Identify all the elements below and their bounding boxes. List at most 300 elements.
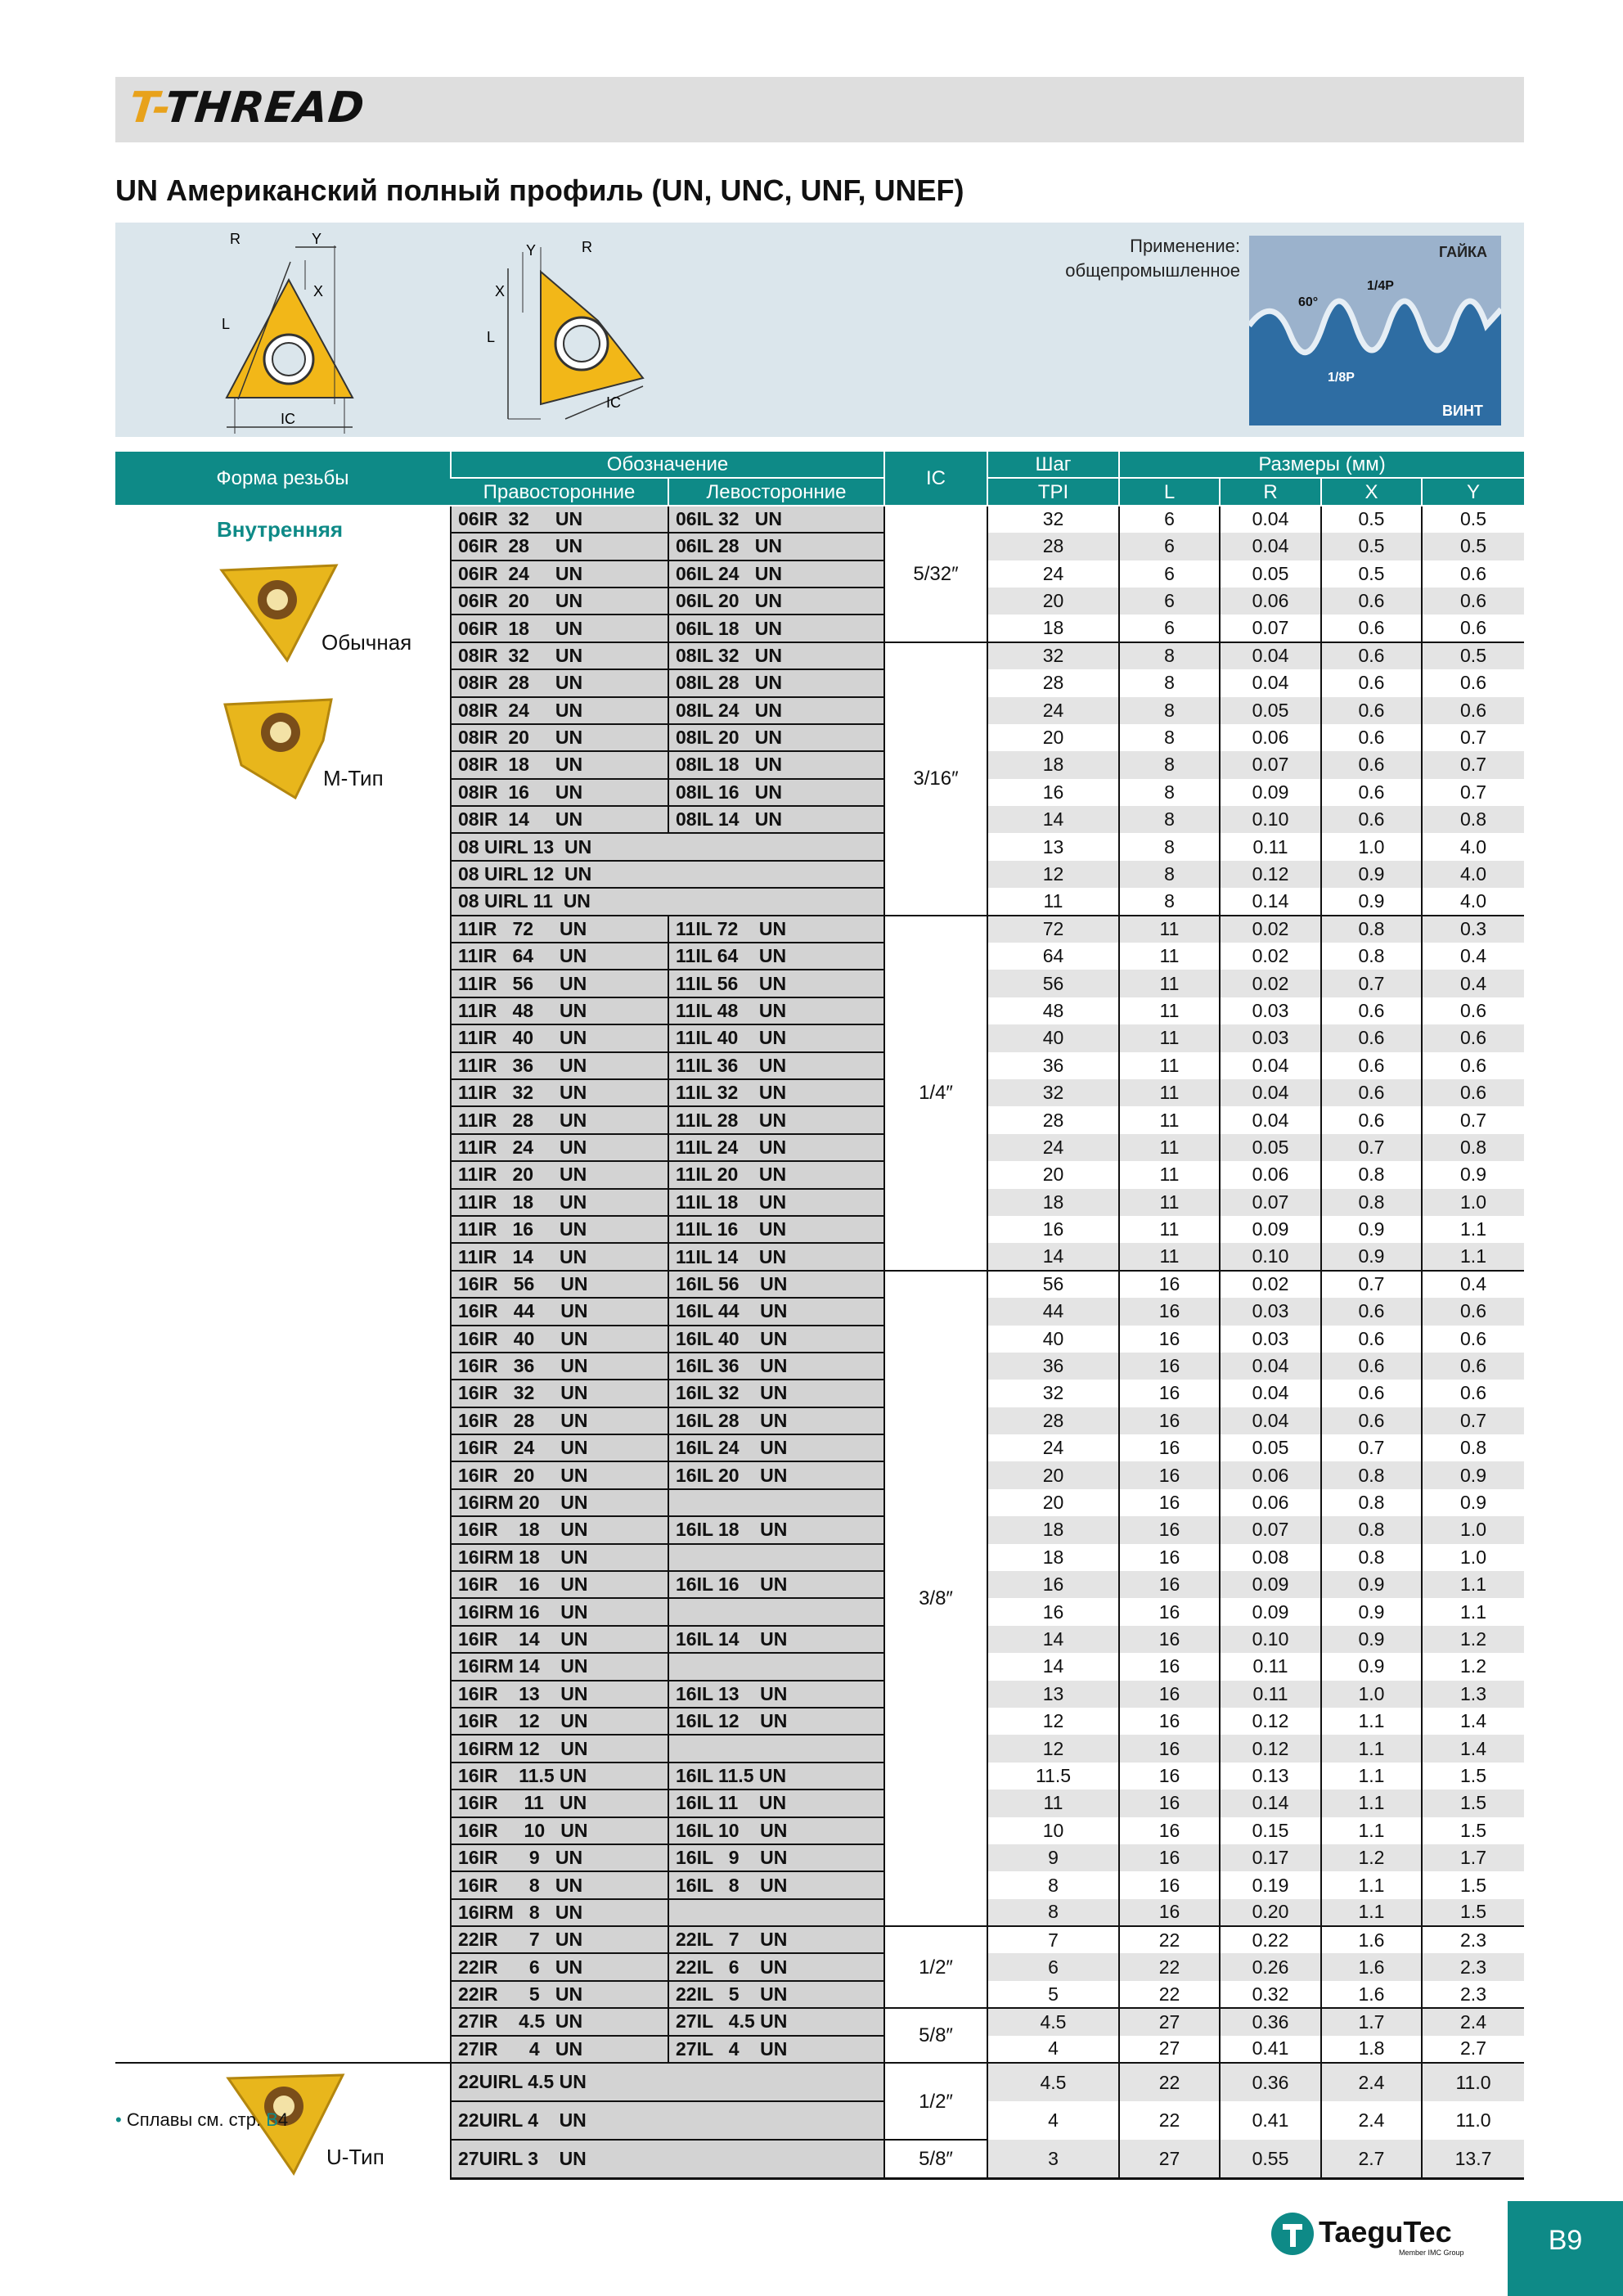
l-cell: 16 [1119,1544,1220,1571]
right-hand-designation: 22IR 6 UN [451,1953,668,1980]
y-cell: 0.9 [1422,1489,1524,1516]
r-cell: 0.06 [1220,1161,1321,1188]
svg-text:60°: 60° [1298,295,1319,309]
r-cell: 0.08 [1220,1544,1321,1571]
l-cell: 8 [1119,669,1220,696]
x-cell: 0.5 [1321,533,1422,560]
r-cell: 0.11 [1220,1681,1321,1708]
right-hand-designation: 16IR 12 UN [451,1708,668,1735]
tpi-cell: 32 [987,1079,1119,1106]
r-cell: 0.11 [1220,1653,1321,1680]
l-cell: 8 [1119,642,1220,669]
left-hand-designation [668,1735,884,1762]
x-cell: 0.8 [1321,1189,1422,1216]
left-hand-designation: 11IL 36 UN [668,1052,884,1079]
tpi-cell: 72 [987,916,1119,943]
x-cell: 1.7 [1321,2008,1422,2035]
right-hand-designation: 11IR 24 UN [451,1134,668,1161]
y-cell: 2.3 [1422,1981,1524,2008]
ic-size-cell: 3/16″ [884,642,987,916]
r-cell: 0.04 [1220,506,1321,533]
l-cell: 16 [1119,1708,1220,1735]
x-cell: 0.9 [1321,888,1422,915]
col-y: Y [1422,478,1524,505]
left-hand-designation: 27IL 4.5 UN [668,2008,884,2035]
left-hand-designation: 22IL 6 UN [668,1953,884,1980]
l-cell: 11 [1119,1243,1220,1270]
svg-text:ВИНТ: ВИНТ [1442,403,1483,419]
r-cell: 0.06 [1220,1489,1321,1516]
tpi-cell: 4.5 [987,2008,1119,2035]
left-hand-designation: 16IL 44 UN [668,1298,884,1325]
tpi-cell: 4 [987,2036,1119,2063]
x-cell: 2.4 [1321,2101,1422,2140]
l-cell: 8 [1119,861,1220,888]
y-cell: 0.6 [1422,1024,1524,1051]
left-hand-designation: 06IL 24 UN [668,560,884,588]
right-hand-designation: 11IR 16 UN [451,1216,668,1243]
l-cell: 16 [1119,1653,1220,1680]
tpi-cell: 12 [987,1708,1119,1735]
y-cell: 0.6 [1422,1079,1524,1106]
tpi-cell: 11 [987,888,1119,915]
y-cell: 0.7 [1422,751,1524,778]
r-cell: 0.03 [1220,997,1321,1024]
col-x: X [1321,478,1422,505]
l-cell: 11 [1119,1189,1220,1216]
right-hand-designation: 06IR 18 UN [451,615,668,642]
l-cell: 16 [1119,1817,1220,1844]
r-cell: 0.09 [1220,1598,1321,1625]
l-cell: 11 [1119,1079,1220,1106]
left-hand-designation [668,1544,884,1571]
x-cell: 0.9 [1321,861,1422,888]
l-cell: 16 [1119,1434,1220,1461]
col-designation: Обозначение [451,452,884,478]
right-hand-designation: 16IR 44 UN [451,1298,668,1325]
y-cell: 0.5 [1422,642,1524,669]
tpi-cell: 12 [987,1735,1119,1762]
right-hand-designation: 11IR 64 UN [451,943,668,970]
y-cell: 0.7 [1422,1106,1524,1133]
l-cell: 8 [1119,833,1220,860]
l-cell: 16 [1119,1380,1220,1407]
tpi-cell: 18 [987,1189,1119,1216]
thread-profile-illustration [1249,236,1501,425]
r-cell: 0.26 [1220,1953,1321,1980]
svg-text:ГАЙКА: ГАЙКА [1439,244,1487,260]
x-cell: 0.6 [1321,1079,1422,1106]
left-hand-designation: 27IL 4 UN [668,2036,884,2063]
r-cell: 0.06 [1220,724,1321,751]
right-hand-designation: 08IR 28 UN [451,669,668,696]
tpi-cell: 4 [987,2101,1119,2140]
tpi-cell: 13 [987,1681,1119,1708]
r-cell: 0.05 [1220,1434,1321,1461]
right-hand-designation: 16IR 9 UN [451,1844,668,1871]
left-hand-designation: 16IL 16 UN [668,1571,884,1598]
tpi-cell: 14 [987,1243,1119,1270]
r-cell: 0.04 [1220,669,1321,696]
y-cell: 1.1 [1422,1216,1524,1243]
right-hand-designation: 16IR 28 UN [451,1407,668,1434]
left-hand-designation: 22IL 5 UN [668,1981,884,2008]
l-cell: 22 [1119,1953,1220,1980]
left-hand-designation: 16IL 24 UN [668,1434,884,1461]
l-cell: 16 [1119,1899,1220,1926]
right-hand-designation: 16IR 11 UN [451,1790,668,1817]
y-cell: 0.6 [1422,1326,1524,1353]
tpi-cell: 36 [987,1353,1119,1380]
left-hand-designation: 11IL 20 UN [668,1161,884,1188]
insert-u-type-label: U-Тип [326,2145,384,2170]
tpi-cell: 32 [987,1380,1119,1407]
left-hand-designation: 08IL 32 UN [668,642,884,669]
y-cell: 0.7 [1422,1407,1524,1434]
x-cell: 1.0 [1321,833,1422,860]
right-hand-designation: 08IR 16 UN [451,779,668,806]
left-hand-designation: 11IL 56 UN [668,970,884,997]
tpi-cell: 9 [987,1844,1119,1871]
insert-normal-label: Обычная [321,629,412,655]
x-cell: 0.8 [1321,1161,1422,1188]
tpi-cell: 3 [987,2140,1119,2179]
tpi-cell: 6 [987,1953,1119,1980]
r-cell: 0.10 [1220,806,1321,833]
left-hand-designation: 06IL 18 UN [668,615,884,642]
x-cell: 0.6 [1321,615,1422,642]
tpi-cell: 18 [987,1516,1119,1543]
col-r: R [1220,478,1321,505]
r-cell: 0.07 [1220,1189,1321,1216]
right-hand-designation: 11IR 36 UN [451,1052,668,1079]
right-hand-designation: 16IR 13 UN [451,1681,668,1708]
left-hand-designation: 11IL 32 UN [668,1079,884,1106]
svg-text:1/8P: 1/8P [1328,371,1355,385]
svg-text:L: L [487,329,496,345]
x-cell: 2.4 [1321,2063,1422,2101]
tpi-cell: 40 [987,1326,1119,1353]
left-hand-designation: 11IL 14 UN [668,1243,884,1270]
y-cell: 0.6 [1422,588,1524,615]
tpi-cell: 24 [987,697,1119,724]
x-cell: 0.8 [1321,1461,1422,1488]
y-cell: 1.7 [1422,1844,1524,1871]
right-hand-designation: 16IR 32 UN [451,1380,668,1407]
y-cell: 0.8 [1422,806,1524,833]
x-cell: 1.1 [1321,1735,1422,1762]
r-cell: 0.19 [1220,1871,1321,1898]
l-cell: 8 [1119,779,1220,806]
tpi-cell: 20 [987,724,1119,751]
y-cell: 4.0 [1422,888,1524,915]
r-cell: 0.02 [1220,970,1321,997]
x-cell: 1.2 [1321,1844,1422,1871]
r-cell: 0.07 [1220,615,1321,642]
left-hand-designation: 06IL 32 UN [668,506,884,533]
y-cell: 1.2 [1422,1626,1524,1653]
l-cell: 16 [1119,1626,1220,1653]
right-hand-designation: 16IR 8 UN [451,1871,668,1898]
right-hand-designation: 06IR 32 UN [451,506,668,533]
left-hand-designation [668,1899,884,1926]
svg-text:TaeguTec: TaeguTec [1319,2215,1452,2249]
right-hand-designation: 11IR 20 UN [451,1161,668,1188]
l-cell: 22 [1119,1926,1220,1953]
r-cell: 0.03 [1220,1024,1321,1051]
r-cell: 0.41 [1220,2036,1321,2063]
r-cell: 0.04 [1220,1407,1321,1434]
l-cell: 11 [1119,1216,1220,1243]
l-cell: 8 [1119,697,1220,724]
x-cell: 0.6 [1321,1052,1422,1079]
left-hand-designation: 08IL 18 UN [668,751,884,778]
y-cell: 0.7 [1422,779,1524,806]
col-dimensions: Размеры (мм) [1119,452,1524,478]
col-tpi: TPI [987,478,1119,505]
x-cell: 0.7 [1321,1271,1422,1298]
l-cell: 6 [1119,615,1220,642]
y-cell: 0.6 [1422,1380,1524,1407]
t-thread-logo: T-THREAD [126,83,367,133]
r-cell: 0.05 [1220,1134,1321,1161]
y-cell: 0.6 [1422,1353,1524,1380]
right-hand-designation: 16IRM 18 UN [451,1544,668,1571]
ic-size-cell: 5/32″ [884,506,987,642]
x-cell: 0.6 [1321,1106,1422,1133]
tpi-cell: 18 [987,615,1119,642]
r-cell: 0.15 [1220,1817,1321,1844]
designation-cell: 08 UIRL 12 UN [451,861,884,888]
x-cell: 2.7 [1321,2140,1422,2179]
x-cell: 1.6 [1321,1926,1422,1953]
r-cell: 0.04 [1220,533,1321,560]
r-cell: 0.04 [1220,1052,1321,1079]
right-hand-designation: 11IR 28 UN [451,1106,668,1133]
l-cell: 16 [1119,1571,1220,1598]
l-cell: 8 [1119,751,1220,778]
y-cell: 2.7 [1422,2036,1524,2063]
y-cell: 1.1 [1422,1243,1524,1270]
r-cell: 0.09 [1220,779,1321,806]
tpi-cell: 20 [987,1489,1119,1516]
insert-m-type-label: M-Тип [323,765,384,790]
l-cell: 11 [1119,1161,1220,1188]
y-cell: 1.5 [1422,1817,1524,1844]
l-cell: 11 [1119,1024,1220,1051]
col-l: L [1119,478,1220,505]
r-cell: 0.12 [1220,1735,1321,1762]
right-hand-designation: 22IR 5 UN [451,1981,668,2008]
section-internal-label: Внутренняя [217,516,344,542]
tpi-cell: 14 [987,806,1119,833]
tpi-cell: 56 [987,970,1119,997]
r-cell: 0.04 [1220,1353,1321,1380]
left-hand-designation: 22IL 7 UN [668,1926,884,1953]
col-thread-form: Форма резьбы [115,452,451,506]
tpi-cell: 28 [987,1407,1119,1434]
y-cell: 0.3 [1422,916,1524,943]
x-cell: 1.1 [1321,1871,1422,1898]
svg-text:X: X [313,283,324,299]
r-cell: 0.55 [1220,2140,1321,2179]
r-cell: 0.02 [1220,1271,1321,1298]
tpi-cell: 56 [987,1271,1119,1298]
right-hand-designation: 16IR 10 UN [451,1817,668,1844]
y-cell: 1.5 [1422,1763,1524,1790]
right-hand-designation: 16IRM 16 UN [451,1598,668,1625]
x-cell: 0.6 [1321,1407,1422,1434]
right-hand-designation: 08IR 18 UN [451,751,668,778]
left-hand-designation: 08IL 14 UN [668,806,884,833]
y-cell: 0.5 [1422,533,1524,560]
l-cell: 11 [1119,1052,1220,1079]
left-hand-designation: 16IL 9 UN [668,1844,884,1871]
svg-text:R: R [230,231,241,247]
tpi-cell: 12 [987,861,1119,888]
l-cell: 27 [1119,2008,1220,2035]
r-cell: 0.10 [1220,1626,1321,1653]
insert-dimension-drawing-right [475,223,655,437]
left-hand-designation: 16IL 28 UN [668,1407,884,1434]
ic-size-cell: 1/4″ [884,916,987,1271]
y-cell: 1.0 [1422,1516,1524,1543]
x-cell: 1.0 [1321,1681,1422,1708]
r-cell: 0.05 [1220,560,1321,588]
l-cell: 16 [1119,1681,1220,1708]
l-cell: 16 [1119,1598,1220,1625]
ic-size-cell: 1/2″ [884,1926,987,2008]
tpi-cell: 4.5 [987,2063,1119,2101]
left-hand-designation: 08IL 16 UN [668,779,884,806]
l-cell: 8 [1119,724,1220,751]
right-hand-designation: 11IR 32 UN [451,1079,668,1106]
y-cell: 2.4 [1422,2008,1524,2035]
left-hand-designation: 16IL 14 UN [668,1626,884,1653]
right-hand-designation: 06IR 20 UN [451,588,668,615]
l-cell: 16 [1119,1516,1220,1543]
right-hand-designation: 08IR 14 UN [451,806,668,833]
l-cell: 8 [1119,806,1220,833]
y-cell: 4.0 [1422,833,1524,860]
r-cell: 0.12 [1220,861,1321,888]
tpi-cell: 32 [987,506,1119,533]
left-hand-designation: 11IL 48 UN [668,997,884,1024]
left-hand-designation: 16IL 32 UN [668,1380,884,1407]
y-cell: 0.9 [1422,1461,1524,1488]
left-hand-designation: 16IL 8 UN [668,1871,884,1898]
left-hand-designation: 16IL 40 UN [668,1326,884,1353]
left-hand-designation: 16IL 20 UN [668,1461,884,1488]
tpi-cell: 18 [987,751,1119,778]
table-row [115,506,1524,533]
tpi-cell: 5 [987,1981,1119,2008]
y-cell: 1.3 [1422,1681,1524,1708]
left-hand-designation: 16IL 18 UN [668,1516,884,1543]
right-hand-designation: 16IR 16 UN [451,1571,668,1598]
diagram-panel [115,223,1524,437]
l-cell: 16 [1119,1461,1220,1488]
right-hand-designation: 16IRM 8 UN [451,1899,668,1926]
tpi-cell: 16 [987,779,1119,806]
right-hand-designation: 11IR 56 UN [451,970,668,997]
footnote: • Сплавы см. стр. B4 [115,2109,289,2130]
right-hand-designation: 16IR 20 UN [451,1461,668,1488]
y-cell: 0.5 [1422,506,1524,533]
col-ic: IC [884,452,987,506]
svg-text:Y: Y [312,231,322,247]
designation-cell: 08 UIRL 11 UN [451,888,884,915]
l-cell: 16 [1119,1735,1220,1762]
left-hand-designation: 16IL 13 UN [668,1681,884,1708]
x-cell: 0.8 [1321,1489,1422,1516]
insert-dimension-drawing-left [189,223,369,437]
x-cell: 1.1 [1321,1817,1422,1844]
application-note: Применение: общепромышленное [1065,236,1240,281]
l-cell: 6 [1119,533,1220,560]
right-hand-designation: 11IR 14 UN [451,1243,668,1270]
left-hand-designation: 11IL 18 UN [668,1189,884,1216]
tpi-cell: 10 [987,1817,1119,1844]
right-hand-designation: 27IR 4.5 UN [451,2008,668,2035]
r-cell: 0.09 [1220,1571,1321,1598]
designation-cell: 22UIRL 4.5 UN [451,2063,884,2101]
tpi-cell: 28 [987,1106,1119,1133]
right-hand-designation: 16IR 36 UN [451,1353,668,1380]
l-cell: 11 [1119,1106,1220,1133]
r-cell: 0.36 [1220,2008,1321,2035]
left-hand-designation: 16IL 11.5 UN [668,1763,884,1790]
x-cell: 1.1 [1321,1763,1422,1790]
tpi-cell: 16 [987,1598,1119,1625]
r-cell: 0.02 [1220,916,1321,943]
col-right-hand: Правосторонние [451,478,668,505]
right-hand-designation: 22IR 7 UN [451,1926,668,1953]
x-cell: 0.6 [1321,588,1422,615]
left-hand-designation: 06IL 28 UN [668,533,884,560]
svg-text:1/4P: 1/4P [1367,279,1394,293]
r-cell: 0.04 [1220,642,1321,669]
l-cell: 16 [1119,1489,1220,1516]
x-cell: 0.6 [1321,669,1422,696]
x-cell: 1.1 [1321,1899,1422,1926]
x-cell: 0.8 [1321,943,1422,970]
x-cell: 0.6 [1321,751,1422,778]
right-hand-designation: 16IR 40 UN [451,1326,668,1353]
y-cell: 0.4 [1422,970,1524,997]
right-hand-designation: 11IR 18 UN [451,1189,668,1216]
x-cell: 0.6 [1321,997,1422,1024]
svg-text:X: X [495,283,506,299]
l-cell: 11 [1119,1134,1220,1161]
x-cell: 0.6 [1321,1380,1422,1407]
r-cell: 0.07 [1220,751,1321,778]
r-cell: 0.04 [1220,1380,1321,1407]
right-hand-designation: 16IR 11.5 UN [451,1763,668,1790]
l-cell: 11 [1119,943,1220,970]
y-cell: 0.7 [1422,724,1524,751]
y-cell: 1.0 [1422,1189,1524,1216]
ic-size-cell: 5/8″ [884,2008,987,2063]
left-hand-designation: 16IL 12 UN [668,1708,884,1735]
left-hand-designation: 16IL 10 UN [668,1817,884,1844]
r-cell: 0.36 [1220,2063,1321,2101]
l-cell: 8 [1119,888,1220,915]
l-cell: 16 [1119,1353,1220,1380]
y-cell: 0.9 [1422,1161,1524,1188]
y-cell: 1.0 [1422,1544,1524,1571]
right-hand-designation: 06IR 28 UN [451,533,668,560]
